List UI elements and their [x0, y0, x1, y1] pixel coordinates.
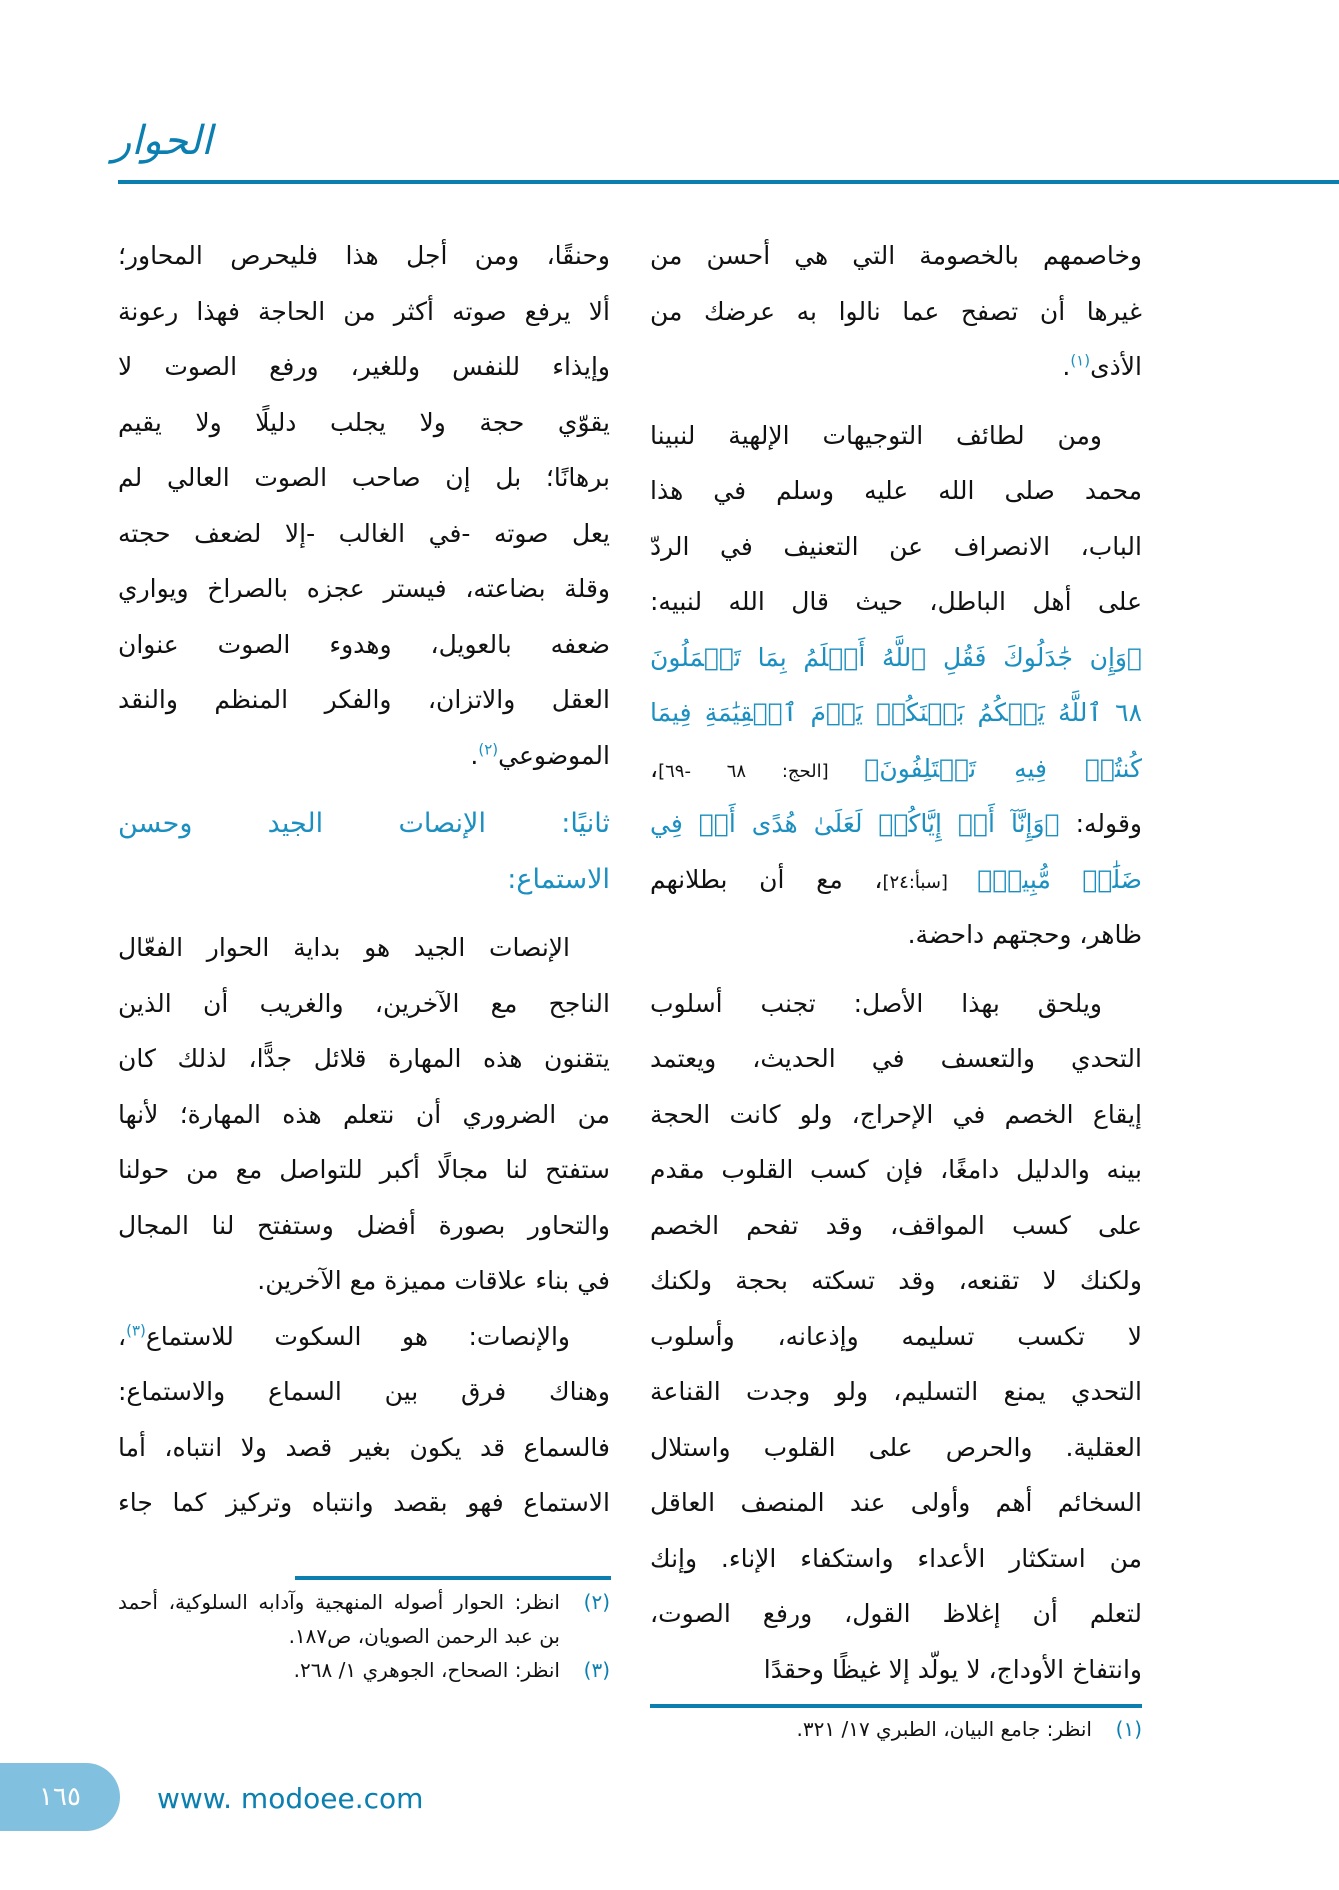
quran-verse: ضَلَٰلٖ مُّبِينٖ﴾ — [977, 864, 1142, 894]
footnote-marker[interactable]: (١) — [1070, 351, 1091, 370]
footnote-divider — [650, 1704, 1142, 1708]
body-text: من الضروري أن نتعلم هذه المهارة؛ لأنها — [118, 1099, 610, 1129]
header-rule — [118, 180, 1339, 184]
quran-verse: ﴿وَإِنَّآ أَوۡ إِيَّاكُمۡ لَعَلَىٰ هُدًى أَوۡ فِي — [650, 809, 1060, 838]
footnote-number: (٣) — [583, 1658, 610, 1682]
text-line — [650, 1420, 1142, 1476]
body-text: التحدي يمنع التسليم، ولو وجدت القناعة — [650, 1377, 1142, 1406]
book-title-logo: الحوار — [112, 118, 213, 164]
body-text: بينه والدليل دامغًا، فإن كسب القلوب مقدم — [650, 1155, 1142, 1184]
body-text: . — [470, 740, 479, 770]
text-line — [118, 920, 610, 976]
footnote-number: (١) — [1115, 1717, 1142, 1741]
body-text: ستفتح لنا مجالًا أكبر للتواصل مع من حولنا — [118, 1155, 610, 1184]
footnote-marker[interactable]: (٢) — [478, 740, 499, 759]
text-line — [650, 1531, 1142, 1587]
body-text: العقل والاتزان، والفكر المنظم والنقد — [118, 685, 610, 714]
body-text: والتحاور بصورة أفضل وستفتح لنا المجال — [118, 1210, 610, 1240]
text-line — [118, 1364, 610, 1420]
footnote-text: انظر: الحوار أصوله المنهجية وآدابه السلوكية، أحمد بن عبد الرحمن الصويان، ص١٨٧. — [118, 1590, 560, 1648]
text-line — [118, 506, 610, 562]
body-text: ويلحق بهذا الأصل: تجنب أسلوب — [650, 988, 1102, 1018]
body-text: ، — [650, 753, 659, 783]
text-line — [118, 339, 610, 395]
text-line — [650, 1142, 1142, 1198]
text-line — [650, 228, 1142, 284]
body-text: لا تكسب تسليمه وإذعانه، وأسلوب — [650, 1321, 1142, 1351]
footnote — [118, 1585, 610, 1653]
body-text: غيرها أن تصفح عما نالوا به عرضك من — [650, 296, 1142, 326]
website-link[interactable]: www. modoee.com — [157, 1782, 424, 1815]
text-line — [118, 728, 610, 784]
text-line — [118, 1087, 610, 1143]
text-line — [118, 1198, 610, 1254]
text-line — [650, 1198, 1142, 1254]
text-line — [118, 1142, 610, 1198]
body-text: التحدي والتعسف في الحديث، ويعتمد — [650, 1044, 1142, 1073]
body-text: لتعلم أن إغلاظ القول، ورفع الصوت، — [650, 1599, 1142, 1628]
body-text: وحنقًا، ومن أجل هذا فليحرص المحاور؛ — [118, 241, 610, 270]
body-text: ، مع أن بطلانهم — [650, 864, 883, 894]
body-text: على كسب المواقف، وقد تفحم الخصم — [650, 1210, 1142, 1240]
body-text: برهانًا؛ بل إن صاحب الصوت العالي لم — [118, 463, 610, 492]
body-text: الإنصات الجيد هو بداية الحوار الفعّال — [118, 933, 570, 962]
text-line — [650, 1031, 1142, 1087]
body-text: وقلة بضاعته، فيستر عجزه بالصراخ ويواري — [118, 574, 610, 603]
text-line — [118, 450, 610, 506]
text-line — [650, 630, 1142, 686]
body-text: ألا يرفع صوته أكثر من الحاجة فهذا رعونة — [118, 296, 610, 326]
text-line — [650, 1309, 1142, 1365]
text-line — [118, 1031, 610, 1087]
text-line — [650, 519, 1142, 575]
text-line — [650, 408, 1142, 464]
text-line — [118, 976, 610, 1032]
body-text: محمد صلى الله عليه وسلم في هذا — [650, 476, 1142, 505]
text-line — [118, 1475, 610, 1531]
page-number: ١٦٥ — [0, 1763, 120, 1831]
body-text: وهناك فرق بين السماع والاستماع: — [118, 1377, 610, 1406]
body-text: الباب، الانصراف عن التعنيف في الردّ — [650, 531, 1142, 561]
body-text: فالسماع قد يكون بغير قصد ولا انتباه، أما — [118, 1432, 610, 1462]
body-text: ومن لطائف التوجيهات الإلهية لنبينا — [650, 420, 1102, 450]
quran-verse: كُنتُمۡ فِيهِ تَخۡتَلِفُونَ﴾ — [864, 753, 1142, 783]
body-text: الأذى — [1090, 352, 1142, 381]
body-text: والإنصات: هو السكوت للاستماع — [145, 1321, 570, 1351]
body-text: على أهل الباطل، حيث قال الله لنبيه: — [650, 587, 1142, 616]
text-line — [650, 463, 1142, 519]
text-line — [650, 1475, 1142, 1531]
verse-reference: [الحج: ٦٨ -٦٩] — [658, 760, 865, 782]
section-heading-line — [118, 796, 610, 852]
text-line — [650, 1586, 1142, 1642]
body-text: السخائم أهم وأولى عند المنصف العاقل — [650, 1488, 1142, 1517]
body-text: الاستماع فهو بقصد وانتباه وتركيز كما جاء — [118, 1488, 610, 1517]
footnote-marker[interactable]: (٣) — [126, 1321, 146, 1340]
footnotes-left — [118, 1585, 610, 1687]
text-line — [650, 284, 1142, 340]
text-line — [118, 1309, 610, 1365]
body-text: وإيذاء للنفس وللغير، ورفع الصوت لا — [118, 352, 610, 381]
body-text: ، — [118, 1321, 127, 1351]
body-text: من استكثار الأعداء واستكفاء الإناء. وإنك — [650, 1543, 1142, 1573]
footnote-text: انظر: الصحاح، الجوهري ١/ ٢٦٨. — [293, 1658, 560, 1682]
text-line — [650, 574, 1142, 630]
text-line — [650, 741, 1142, 797]
body-text: . — [1062, 352, 1071, 381]
footnote-divider — [295, 1576, 611, 1580]
footnote — [118, 1653, 610, 1687]
text-line — [650, 796, 1142, 852]
body-text: يعل صوته -في الغالب -إلا لضعف حجته — [118, 518, 610, 548]
text-line — [650, 1642, 1142, 1698]
body-text: وخاصمهم بالخصومة التي هي أحسن من — [650, 241, 1142, 270]
text-line — [118, 228, 610, 284]
body-text: الموضوعي — [498, 740, 610, 770]
body-text: يتقنون هذه المهارة قلائل جدًّا، لذلك كان — [118, 1044, 610, 1073]
body-text: إيقاع الخصم في الإحراج، ولو كانت الحجة — [650, 1099, 1142, 1129]
text-line — [118, 617, 610, 673]
footnote — [650, 1712, 1142, 1746]
left-column — [118, 228, 610, 1531]
quran-verse: ﴿وَإِن جَٰدَلُوكَ فَقُلِ ٱللَّهُ أَعۡلَمُ بِمَا تَعۡمَلُونَ — [650, 642, 1142, 672]
text-line — [650, 1364, 1142, 1420]
body-text: وانتفاخ الأوداج، لا يولّد إلا غيظًا وحقدًا — [763, 1654, 1142, 1684]
heading-text: الاستماع: — [507, 863, 610, 895]
section-heading-line — [118, 852, 610, 908]
body-text: ظاهر، وحجتهم داحضة. — [907, 920, 1142, 949]
footnote-number: (٢) — [583, 1590, 610, 1614]
body-text: ضعفه بالعويل، وهدوء الصوت عنوان — [118, 629, 610, 659]
text-line — [118, 1420, 610, 1476]
text-line — [650, 907, 1142, 963]
footnote-text: انظر: جامع البيان، الطبري ١٧/ ٣٢١. — [796, 1717, 1092, 1741]
body-text: العقلية. والحرص على القلوب واستلال — [650, 1432, 1142, 1462]
heading-text: ثانيًا: الإنصات الجيد وحسن — [118, 808, 610, 839]
body-text: وقوله: — [1059, 809, 1142, 838]
text-line — [118, 395, 610, 451]
body-text: يقوّي حجة ولا يجلب دليلًا ولا يقيم — [118, 407, 610, 437]
text-line — [650, 339, 1142, 395]
text-line — [650, 1087, 1142, 1143]
verse-reference: [سبأ:٢٤] — [882, 871, 978, 893]
right-column — [650, 228, 1142, 1697]
footnotes-right — [650, 1712, 1142, 1746]
text-line — [650, 685, 1142, 741]
body-text: ولكنك لا تقنعه، وقد تسكته بحجة ولكنك — [650, 1266, 1142, 1295]
body-text: في بناء علاقات مميزة مع الآخرين. — [257, 1266, 610, 1295]
text-line — [118, 284, 610, 340]
text-line — [118, 561, 610, 617]
text-line — [118, 672, 610, 728]
text-line — [118, 1253, 610, 1309]
body-text: الناجح مع الآخرين، والغريب أن الذين — [118, 988, 610, 1018]
text-line — [650, 1253, 1142, 1309]
text-line — [650, 976, 1142, 1032]
text-line — [650, 852, 1142, 908]
quran-verse: ٦٨ ٱللَّهُ يَحۡكُمُ بَيۡنَكُمۡ يَوۡمَ ٱلۡقِيَٰمَةِ فِيمَا — [650, 698, 1142, 727]
